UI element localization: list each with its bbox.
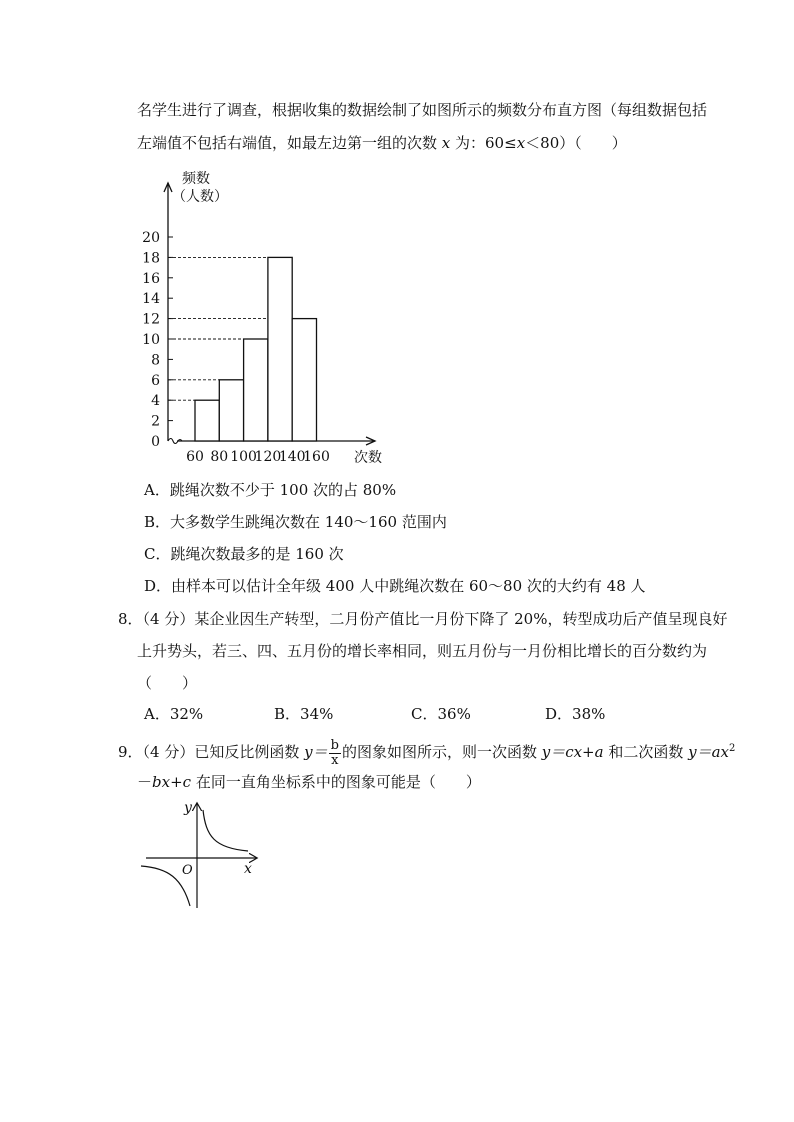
reciprocal-function-graph (136, 798, 266, 913)
y-tick-label: 16 (142, 270, 160, 287)
histogram-bar (268, 257, 292, 441)
b-over-x-fraction: $\frac{b}{x}$ (330, 737, 339, 768)
x-tick-label: 160 (303, 449, 330, 465)
q9-text-line-2: －bx+c 在同一直角坐标系中的图象可能是（ ） (137, 773, 481, 791)
q8-option-b[interactable]: B．34% (274, 705, 334, 723)
q7-text-line-2: 左端值不包括右端值，如最左边第一组的次数 x 为：60≤x＜80）（ ） (137, 134, 627, 152)
histogram-bar (219, 380, 243, 441)
histogram-bar (292, 319, 316, 441)
q9-text-line-1: 9．（4 分）已知反比例函数 y＝ $\frac{b}{x}$ 的图象如图所示，则一次函数 y＝cx+a 和二次函数 $y=ax^2$ (118, 737, 736, 768)
x-tick-label: 140 (278, 449, 306, 465)
y-tick-label: 14 (142, 291, 160, 308)
x-tick-label: 100 (230, 449, 257, 465)
histogram-chart (130, 165, 400, 475)
q7-option-c[interactable]: C．跳绳次数最多的是 160 次 (144, 545, 344, 563)
x-tick-label: 120 (254, 449, 282, 465)
y-axis-label-line-2: （人数） (172, 189, 228, 205)
q8-option-d[interactable]: D．38% (545, 705, 606, 723)
y-tick-label: 2 (151, 413, 160, 430)
y-axis-label-line-1: 频数 (182, 171, 210, 187)
y-tick-label: 0 (151, 434, 160, 450)
hyperbola-branch-first-quadrant (203, 810, 248, 851)
q8-text-line-1: 8．（4 分）某企业因生产转型，二月份产值比一月份下降了 20%，转型成功后产值呈现良好 (118, 610, 728, 628)
q8-option-a[interactable]: A．32% (144, 705, 204, 723)
y-tick-label: 4 (151, 393, 160, 410)
q7-text-line-1: 名学生进行了调查，根据收集的数据绘制了如图所示的频数分布直方图（每组数据包括 (137, 101, 708, 119)
y-tick-label: 8 (151, 352, 160, 369)
graph-origin-label: O (182, 863, 193, 878)
x-tick-label: 60 (186, 449, 204, 465)
q8-text-line-3: （ ） (137, 674, 198, 692)
q7-option-b[interactable]: B．大多数学生跳绳次数在 140～160 范围内 (144, 513, 447, 531)
histogram-bar (195, 400, 219, 441)
y-tick-label: 12 (142, 311, 160, 328)
histogram-bar (244, 339, 268, 441)
q7-option-d[interactable]: D．由样本可以估计全年级 400 人中跳绳次数在 60～80 次的大约有 48 人 (144, 577, 646, 595)
x-axis-label: 次数 (354, 450, 382, 466)
q8-text-line-2: 上升势头，若三、四、五月份的增长率相同，则五月份与一月份相比增长的百分数约为 (137, 642, 708, 660)
y-tick-label: 10 (142, 332, 160, 348)
y-tick-label: 20 (142, 230, 160, 246)
q7-option-a[interactable]: A．跳绳次数不少于 100 次的占 80% (144, 481, 397, 499)
q8-option-c[interactable]: C．36% (411, 705, 471, 723)
graph-x-label: x (244, 861, 252, 877)
graph-y-label: y (184, 800, 192, 816)
x-tick-label: 80 (210, 449, 229, 465)
y-tick-label: 18 (142, 250, 160, 267)
y-tick-label: 6 (151, 372, 160, 389)
